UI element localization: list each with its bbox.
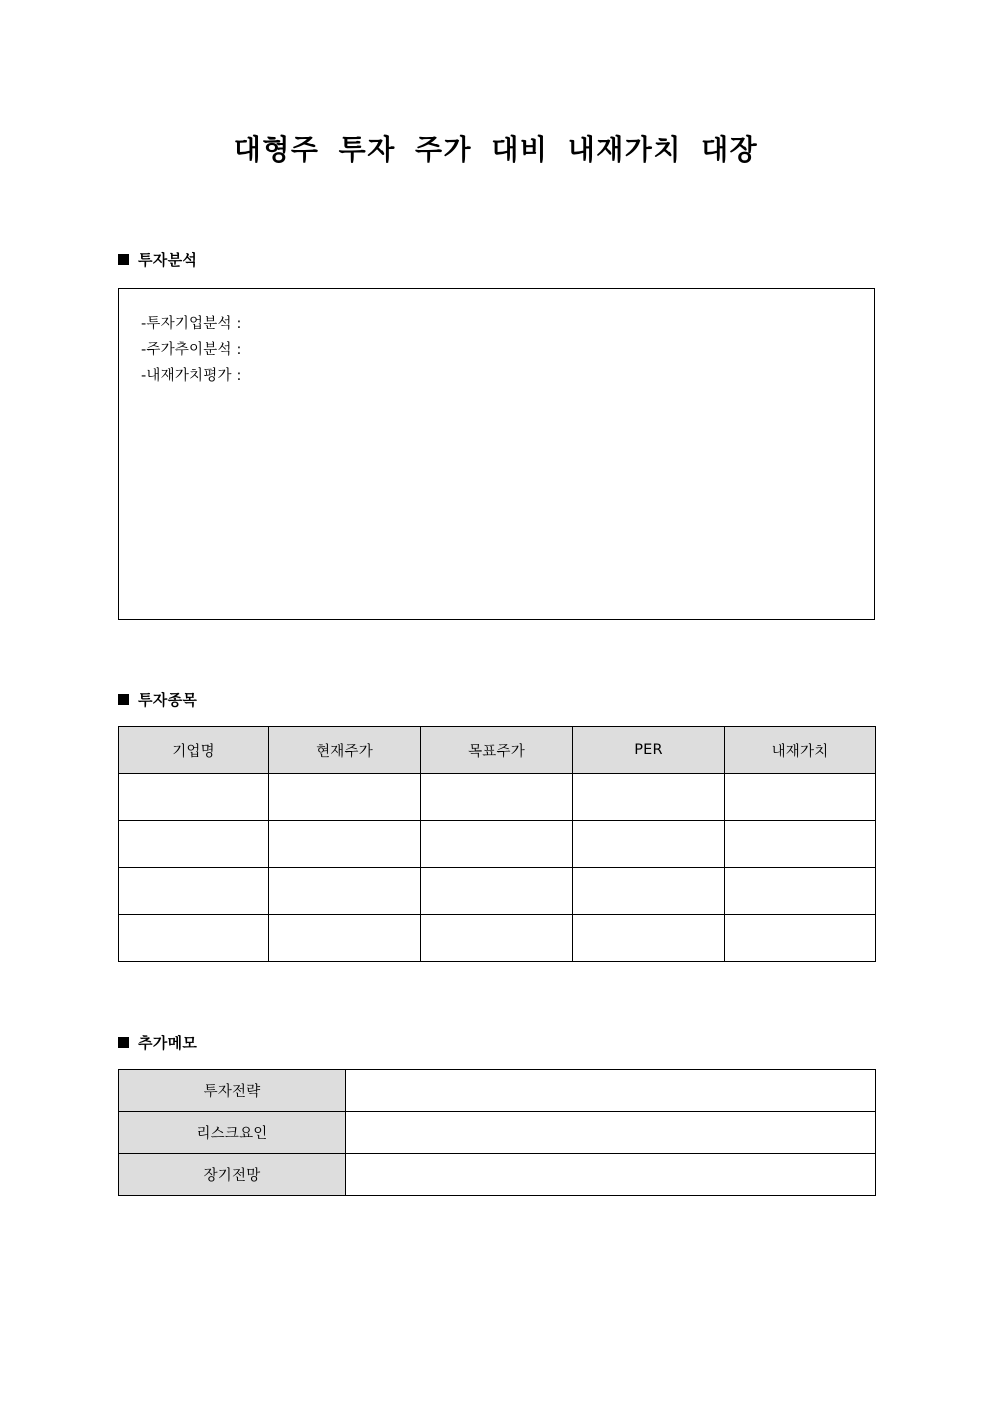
- cell-intrinsic-value[interactable]: [725, 774, 876, 821]
- analysis-line-company: -투자기업분석 :: [141, 316, 242, 332]
- table-row: [119, 821, 876, 868]
- cell-company[interactable]: [119, 915, 269, 962]
- column-header-current-price: 현재주가: [269, 727, 421, 774]
- memo-row: [119, 1112, 876, 1154]
- cell-company[interactable]: [119, 821, 269, 868]
- table-row: [119, 868, 876, 915]
- cell-target-price[interactable]: [421, 868, 573, 915]
- section-heading-stocks-label: 투자종목: [138, 691, 198, 709]
- section-heading-analysis-label: 투자분석: [138, 251, 198, 269]
- cell-company[interactable]: [119, 868, 269, 915]
- cell-per[interactable]: [573, 821, 725, 868]
- cell-intrinsic-value[interactable]: [725, 821, 876, 868]
- memo-value-strategy[interactable]: [346, 1070, 876, 1112]
- cell-per[interactable]: [573, 915, 725, 962]
- cell-target-price[interactable]: [421, 915, 573, 962]
- analysis-line-price-trend: -주가추이분석 :: [141, 342, 242, 358]
- column-header-intrinsic-value: 내재가치: [725, 727, 876, 774]
- cell-per[interactable]: [573, 774, 725, 821]
- analysis-line-intrinsic-value: -내재가치평가 :: [141, 368, 242, 384]
- cell-current-price[interactable]: [269, 868, 421, 915]
- table-row: [119, 915, 876, 962]
- memo-value-long-term-outlook[interactable]: [346, 1154, 876, 1196]
- analysis-notes-box[interactable]: [118, 288, 875, 620]
- memo-row: [119, 1070, 876, 1112]
- column-header-per: PER: [573, 727, 725, 774]
- section-heading-memo-label: 추가메모: [138, 1034, 198, 1052]
- stocks-table: [118, 726, 876, 962]
- memo-label-long-term-outlook: 장기전망: [119, 1154, 346, 1196]
- square-bullet-icon: [118, 254, 129, 265]
- cell-intrinsic-value[interactable]: [725, 915, 876, 962]
- memo-value-risk-factors[interactable]: [346, 1112, 876, 1154]
- square-bullet-icon: [118, 1037, 129, 1048]
- column-header-company: 기업명: [119, 727, 269, 774]
- table-row: [119, 774, 876, 821]
- section-heading-stocks: [118, 689, 197, 710]
- memo-table: [118, 1069, 876, 1196]
- cell-company[interactable]: [119, 774, 269, 821]
- memo-row: [119, 1154, 876, 1196]
- table-header-row: [119, 727, 876, 774]
- cell-per[interactable]: [573, 868, 725, 915]
- memo-label-risk-factors: 리스크요인: [119, 1112, 346, 1154]
- cell-target-price[interactable]: [421, 821, 573, 868]
- memo-label-strategy: 투자전략: [119, 1070, 346, 1112]
- cell-intrinsic-value[interactable]: [725, 868, 876, 915]
- cell-current-price[interactable]: [269, 774, 421, 821]
- section-heading-memo: [118, 1032, 197, 1053]
- cell-current-price[interactable]: [269, 821, 421, 868]
- square-bullet-icon: [118, 694, 129, 705]
- cell-target-price[interactable]: [421, 774, 573, 821]
- column-header-target-price: 목표주가: [421, 727, 573, 774]
- section-heading-analysis: [118, 249, 197, 270]
- cell-current-price[interactable]: [269, 915, 421, 962]
- page-title: 대형주 투자 주가 대비 내재가치 대장: [233, 133, 759, 166]
